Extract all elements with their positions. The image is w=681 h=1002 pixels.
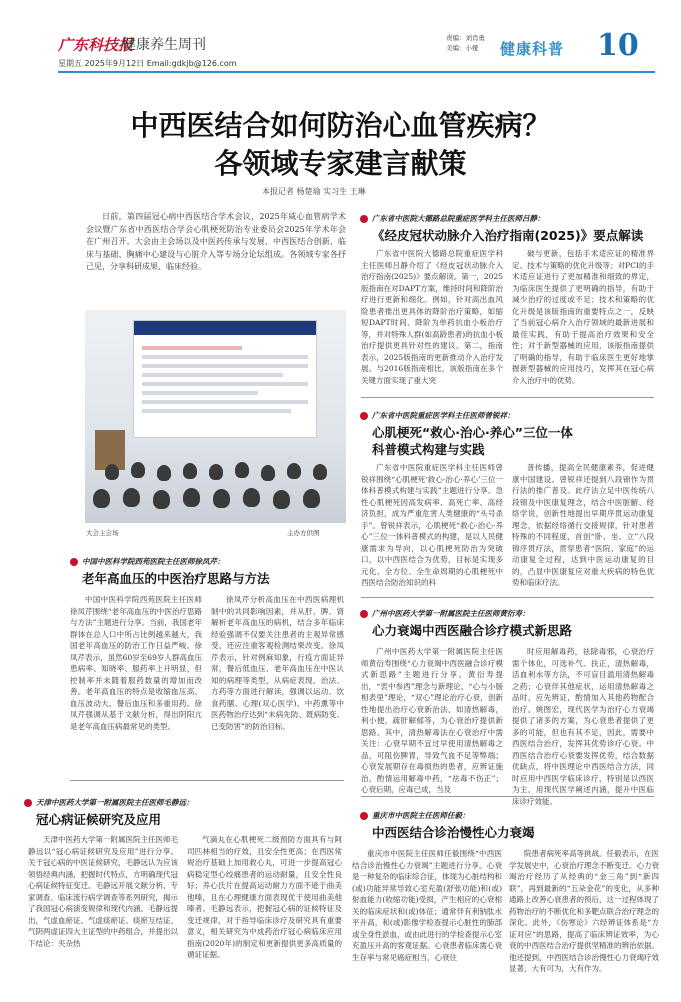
- divider: [361, 597, 654, 598]
- page-header: [0, 0, 681, 72]
- photo-caption: 大会主会场: [86, 529, 119, 537]
- section1-speaker: 广东省中医院大德路总院重症医学科主任医师吕静：: [372, 214, 545, 223]
- section-bullet-icon: [360, 610, 368, 618]
- divider: [361, 796, 654, 797]
- section6-col2: 院患者病死率高等挑战。任毅表示，在医学发展史中，心衰治疗理念不断变迁。心力衰竭治疗经历了从经典的“金三角”到“新四联”，再到最新的“五朵金花”的变化，从多种通路上改善心衰患者的预后，这一过程体现了药物治疗的不断优化和多靶点联合治疗理念的深化。此外，《伤寒论》六经辨证体系是“方证对应”的思路，提高了临床辨证效率，为心衰的中西医结合治疗提供坚精准的辨治依据。他还提到，中西医结合诊治慢性心力衰竭疗效显著，大有可为，大有作为。: [509, 849, 659, 973]
- section3-col1: 中国中医科学院西苑医院主任医师徐凤芹围绕“老年高血压的中医治疗思路与方法”主题进行分享。当前，我国老年群体在总人口中所占比例越来越大，我国老年高血压的防治工作日益严峻。徐凤芹表示，虽然60岁至69岁人群高血压患病率、知晓率、服药率上升明显，但控制率并未随着服药数量的增加而改善。老年高血压的特点是收缩血压高、血压波动大、餐后血压和多重用药。徐凤芹强调从基于文献分析，得出阴阳亢是老年高血压病最常见的类型。: [70, 595, 202, 731]
- section2-title-line2: 科普模式构建与实践: [372, 442, 485, 457]
- designer-name: 美编：小娅: [446, 44, 479, 52]
- section2-title: 心肌梗死“救心·治心·养心”三位一体: [372, 425, 573, 440]
- supplement-title: 健康养生周刊: [122, 37, 206, 53]
- section5-col1: 天津中医药大学第一附属医院主任医师毛静远以“冠心病证候研究及应用”进行分享。关于冠心病的中医证候研究，毛静远认为应该领悟经典内涵，把握时代特点，方明确现代冠心病证候特征变迁。毛静远开展文献分析、专家调查、临床流行病学调查等系列研究，揭示了我国冠心病演变规律和现代内涵。毛静远提出，气虚血瘀证、气虚痰瘀证、痰瘀互结证、气阴两虚证四大主证型的中药组合，并提出以下结论：夹杂热: [28, 835, 178, 948]
- section6-col1: 重庆市中医院主任医师任毅围绕“中西医结合诊治慢性心力衰竭”主题进行分享。心衰是一种复杂的临床综合征，体现为心脏结构和(或)功能异常导致心室充盈(舒张功能)和(或)射血能力(收缩功能)受损，产生相应的心衰相关的临床症状和(或)体征；通常伴有利钠肽水平升高，和(或)影像学检查提示心脏性的肺部或全身性淤血，或由此进行的学检查提示心室充盈压升高的客观证据。心衰患者临床需心衰生存率与常见癌症相当，心衰住: [352, 849, 502, 962]
- section6-title: 中西医结合诊治慢性心力衰竭: [372, 825, 535, 840]
- section-bullet-icon: [24, 799, 32, 807]
- section4-title: 心力衰竭中西医融合诊疗模式新思路: [372, 623, 573, 638]
- section2-col1: 广东省中医院重症医学科主任医师曾锐祥围绕“心肌梗死‘救心·治心·养心’三位一体科普模式构建与实践”主题进行分享。急性心肌梗死因高发病率、高死亡率、高经济负担，成为严重危害人类健康的“头号杀手”。曾锐祥表示，心肌梗死“救心·治心·养心”三位一体科普模式的构建，是以人民健康需求为导向，以心肌梗死防治为突破口，以中西医结合为优势，目标是实现多元化、全方位、全生命周期的心肌梗死中西医结合防治知识的科: [361, 463, 503, 587]
- section-bullet-icon: [70, 558, 78, 566]
- newspaper-masthead: 广东科技报: [58, 36, 134, 54]
- section6-speaker: 重庆市中医院主任医师任毅：: [372, 811, 470, 820]
- section-bullet-icon: [360, 412, 368, 420]
- divider: [70, 780, 344, 781]
- section5-col2: 气滴丸在心肌梗死二级预防方面具有与阿司匹林相当的疗效，且安全性更高；在西医常规治疗基础上加用救心丸，可进一步提高冠心病稳定型心绞痛患者的运动耐量，且安全性良好；养心氏片在提高运动耐力方面不逊于曲美他嗪，且在心理健康方面表现优于使用曲美他嗪者。毛静远表示，把握冠心病的证候特征及变迁规律，对于指导临床诊疗及研究具有重要意义，相关研究为中成药治疗冠心病临床应用指南(2020年)的制定和更新提供更多高质量的循证证据。: [187, 835, 342, 959]
- section4-speaker: 广州中医药大学第一附属医院主任医师黄衍寿：: [372, 609, 530, 618]
- section2-col2: 普传播，提高全民健康素养，促进健康中国建设。曾锐祥还提到八段锦作为贯行法的推广普及。此疗法立足中医传统八段锦及中医康复理念，结合中医脏腑、经络学说，创新性地提出早期序贯运动康复理念，依据经络循行交接规律，针对患者特殊的不同程度，首创“卧、坐、立”八段锦序贯疗法，贯穿患者“医院、家庭”的运动康复全过程，达到中医运动康复的目的，凸显中医康复应对重大疾病的特色优势和临床疗法。: [512, 463, 654, 587]
- section1-col2: 破与更新，包括手术适应证的精准界定、技术与策略的优化升级等；对PCI的手术适应证进行了更加精准和细致的界定，为临床医生提供了更明确的指导，有助于减少治疗的过度或不足；技术和策略的优化升级是该版指南的重要特点之一，反映了当前冠心病介入治疗领域的最新进展和最佳实践，有助于提高治疗效果和安全性；对于新型器械的应用，该版指南提供了明确的指导，有助于临床医生更好地掌握新型器械的应用技巧，发挥其在冠心病介入治疗中的优势。: [512, 249, 654, 385]
- lead-paragraph: 日前，第四届冠心病中西医结合学术会议，2025年威心血管病学术会议暨广东省中西医结合学会心肌梗死防治专业委员会2025年学术年会在广州召开。大会由主会场以及中医药传承与发展、中西医结合创新、临床与基础、胸痛中心建设与心脏介入等专场分论坛组成。各领域专家各抒己见，分享科研成果、临床经验。: [86, 212, 346, 271]
- section1-col1: 广东省中医院大德路总院重症医学科主任医师吕静介绍了《经皮冠状动脉介入治疗指南(2025)》要点解读。第一，2025版指南在对DAPT方案，维持时间和降阶治疗进行更新和细化。例如，针对高出血风险患者推出更具体的降阶治疗策略，如缩短DAPT时间、降阶为单药抗血小板治疗等，并对特殊人群(如高龄患者)的抗血小板治疗提供更具针对性的建议。第二，指南表示，2025版指南的更新推动介入治疗发展。与2016版指南相比，该版指南在多个关键方面实现了重大突: [361, 249, 503, 385]
- header-rule: [58, 71, 655, 73]
- editor-credits: [446, 33, 485, 53]
- headline-line2: 各领域专家建言献策: [214, 147, 467, 180]
- section-bullet-icon: [360, 812, 368, 820]
- section3-speaker: 中国中医科学院西苑医院主任医师徐凤芹：: [82, 557, 225, 566]
- section2-speaker: 广东省中医院重症医学科主任医师曾锐祥：: [372, 411, 515, 420]
- section5-title: 冠心病证候研究及应用: [36, 812, 162, 827]
- page-number: 10: [597, 28, 639, 63]
- section5-speaker: 天津中医药大学第一附属医院主任医师毛静远：: [36, 798, 194, 807]
- section4-col2: 时应用解毒药，祛除毒邪，心衰治疗需个体化，可选补气、扶正，清热解毒，活血利水等方法，不可盲目滥用清热解毒之药；心衰伴其他症状，运用清热解毒之品时，应先辨证，酌情加入其他药物配合治疗。姚图宏，现代医学为治疗心力衰竭提供了诸多的方案，为心衰患者提供了更多的可能，但也有其不足，因此，需要中西医结合治疗，发挥其优势诊疗心衰。中西医结合治疗心衰要发挥优势，结合数据优缺点，将中医理论中西医结合方法，同时应用中西医学临床诊疗，特别是以西医为主，用现代医学阐述内涵，提升中医临床诊疗效能。: [512, 647, 654, 806]
- section-bullet-icon: [360, 215, 368, 223]
- conference-photo: [85, 310, 346, 523]
- editor-name: 责编：刘肖勇: [446, 34, 485, 42]
- photo-credit: 主办方供图: [287, 529, 320, 537]
- divider: [361, 397, 654, 398]
- byline: 本报记者 杨楚瑜 实习生 王琳: [262, 187, 366, 196]
- section1-title: 《经皮冠状动脉介入治疗指南(2025)》要点解读: [372, 228, 644, 243]
- headline-line1: 中西医结合如何防治心血管疾病？: [130, 109, 551, 142]
- section3-title: 老年高血压的中医治疗思路与方法: [82, 571, 270, 586]
- section4-col1: 广州中医药大学第一附属医院主任医师黄衍寿围绕“心力衰竭中西医融合诊疗模式新思路”主题进行分享。黄衍寿提出，“衷中参西”理念与新理论，“心与小肠相表里”理论，“双心”理论治疗心衰，创新性地提出治疗心衰新治法，如清热解毒，利小便，疏肝解郁等，为心衰治疗提供新思路。其中，清热解毒法在心衰治疗中需关注：心衰早期不宜过早使用清热解毒之品，可阻伤脾胃，导致气血不足等弊端；心衰发展期存在毒损热的患者，应辨证施治，酌情运用解毒中药，“祛毒不伤正”；心衰后期，应毒已成，当及: [361, 647, 503, 794]
- presentation-screen: [133, 320, 317, 438]
- section3-col2: 徐凤芹分析高血压在中西医病理机制中的共同影响因素，并从肝、脾、肾解析老年高血压的病机，结合多年临床经验强调不仅要关注患者的主观异常感受，还应注重客观检测结果改变。徐凤芹表示，针对例麻知象，行疫方面证异常，餐后低血压、老年高血压在中医认知的病理等类型，从病症表现、治法、方药等方面进行解读，强调以运动、饮食药膳、心理(双心医学)、中药熏等中医药物治疗达到“未病先防、既病防变、已变防害”的防治目标。: [211, 595, 344, 731]
- dateline: 星期五 2025年9月12日 Email:gdkjb@126.com: [58, 59, 237, 68]
- section-logo: 健康科普: [500, 40, 565, 58]
